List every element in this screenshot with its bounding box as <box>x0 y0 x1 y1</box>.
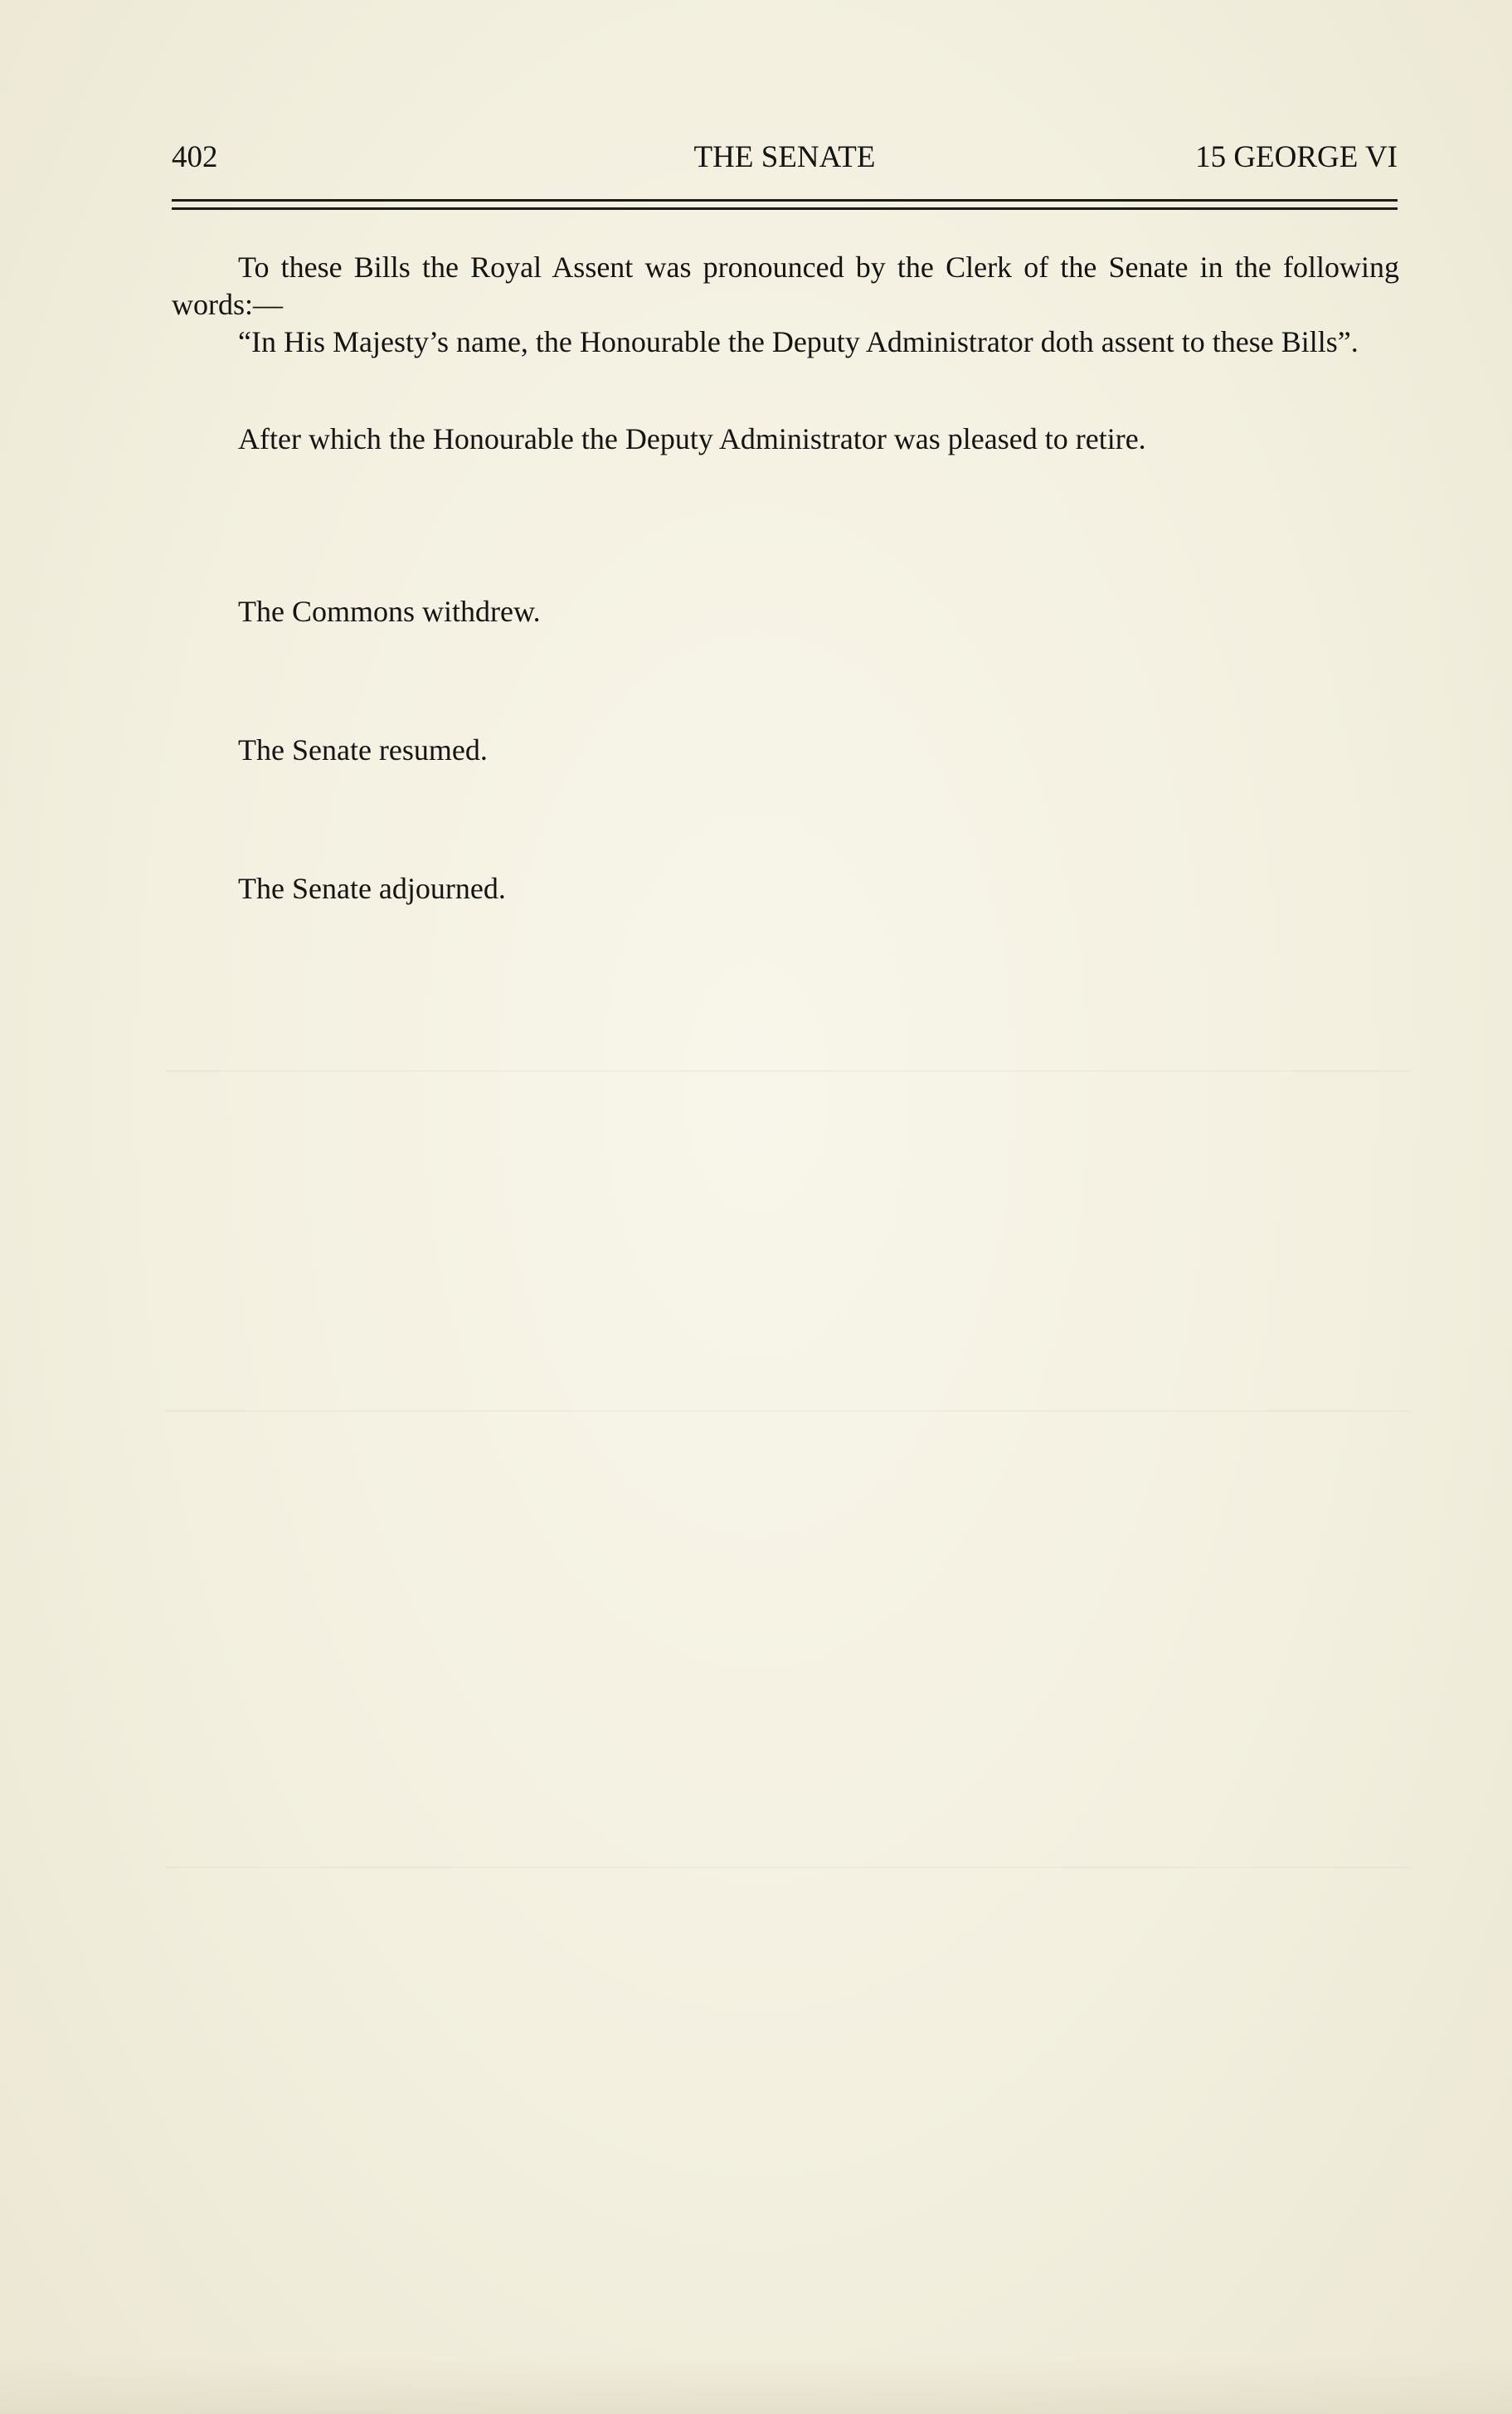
show-through-line <box>166 1070 1410 1072</box>
assent-formula-paragraph: “In His Majesty’s name, the Honourable the Deputy Administrator doth assent to these Bills”. <box>238 325 1359 358</box>
commons-withdrew-paragraph: The Commons withdrew. <box>238 595 541 628</box>
header-rule-bottom <box>172 207 1398 210</box>
paper-edge <box>0 2356 1512 2414</box>
royal-assent-paragraph: To these Bills the Royal Assent was pronounced by the Clerk of the Senate in the following words:— <box>172 251 1399 321</box>
retire-paragraph: After which the Honourable the Deputy Administrator was pleased to retire. <box>238 422 1146 455</box>
senate-resumed-paragraph: The Senate resumed. <box>238 733 488 767</box>
running-title: THE SENATE <box>693 140 876 174</box>
show-through-line <box>166 1410 1410 1412</box>
senate-adjourned-paragraph: The Senate adjourned. <box>238 872 506 905</box>
page-header <box>172 139 1398 189</box>
header-rule-top <box>172 199 1398 202</box>
regnal-year: 15 GEORGE VI <box>1195 140 1398 174</box>
show-through-line <box>166 1866 1410 1868</box>
page-number: 402 <box>172 140 218 174</box>
